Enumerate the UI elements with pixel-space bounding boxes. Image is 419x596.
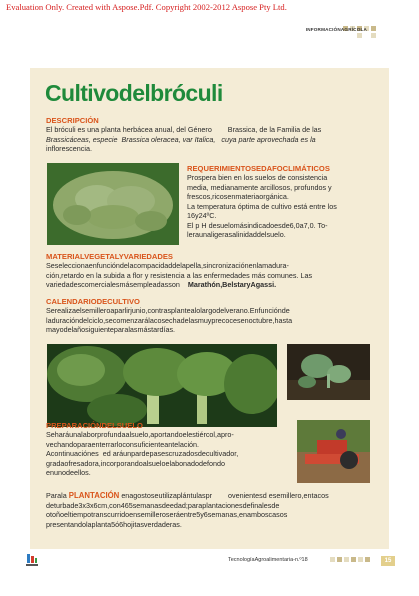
requerimientos-heading: REQUERIMIENTOSEDAFOCLIMÁTICOS [187, 164, 330, 173]
material-text: Seseleccionaenfuncióndelacompacidaddelapella,sincronizaciónenlamadura- ción,retardo en la subida a flor y resistencia a las enfermedades más comunes. Las variedadescomercialesmásempleadasson Marathón,BelstaryAgassi. [46, 261, 313, 289]
magazine-name: TecnologíaAgroalimentaria-n.º18 [228, 557, 308, 563]
calendario-text: Serealizaelsemilleroaparlirjunio,contrasplantealolargodelverano.Enfunciónde laduracióndelciclo,secomenzarálacosechadelasmuyprecocesenoctubre,hasta mayodelañosiguienteparalasmástardías. [46, 306, 293, 334]
material-heading: MATERIALVEGETALYVARIEDADES [46, 252, 173, 261]
page-number: 15 [381, 556, 395, 566]
article-title: Cultivodelbróculi [45, 80, 223, 106]
descripcion-heading: DESCRIPCIÓN [46, 116, 99, 125]
publisher-logo [26, 553, 38, 567]
tractor-cultivator-image [297, 420, 370, 483]
broccoli-head-image [47, 163, 179, 245]
plantacion-text: Parala PLANTACIÓN enagostoseutilizaplántulaspr ovenientesd esemillero,entacos deturbade3x3x6cm,con465semanasdeedad;paraplantacionesdefinalesde otoñoeltiempotranscurridoensemilleroseráentre5y6semanas,enamboscasos presentandolaplanta5ó6hojitasverdaderas. [46, 491, 329, 529]
preparacion-text: Seharáunalaborprofundaalsuelo,aportandoelestiércol,apro- vechandoparaenterrarloconsuficienteantelación. Acontinuaciónes ed aráunpardepasescruzadosdecultivador, gradaofresadora,incorporandoalsueloelabonadodefondo enunodeellos. [46, 430, 239, 477]
section-tag: INFORMACIÓNAGRÍCOLA [305, 27, 367, 32]
varieties: Marathón,BelstaryAgassi. [187, 280, 277, 289]
calendario-heading: CALENDARIODECULTIVO [46, 297, 140, 306]
plantacion-keyword: PLANTACIÓN [68, 491, 120, 500]
broccoli-plant-image [287, 344, 370, 400]
watermark: Evaluation Only. Created with Aspose.Pdf. Copyright 2002-2012 Aspose Pty Ltd. [6, 2, 287, 12]
descripcion-text: El bróculi es una planta herbácea anual, del Género Brassica, de la Familia de las Brassicáceas, especie Brassica oleracea, var Italica, cuya parte aprovechada es la inflorescencia. [46, 125, 322, 153]
preparacion-heading: PREPARACIÓNDELSUELO [46, 421, 143, 430]
broccoli-florets-image [47, 344, 277, 427]
requerimientos-text: Prospera bien en los suelos de consistencia media, medianamente arcillosos, profundos y frescos,ricosenmateriaorgánica. La temperatura óptima de cultivo está entre los 16y24ºC. El p H desuelomásindicadoesde6,0a7,0. To- leraunaligerasalinidaddelsuelo. [187, 173, 337, 239]
